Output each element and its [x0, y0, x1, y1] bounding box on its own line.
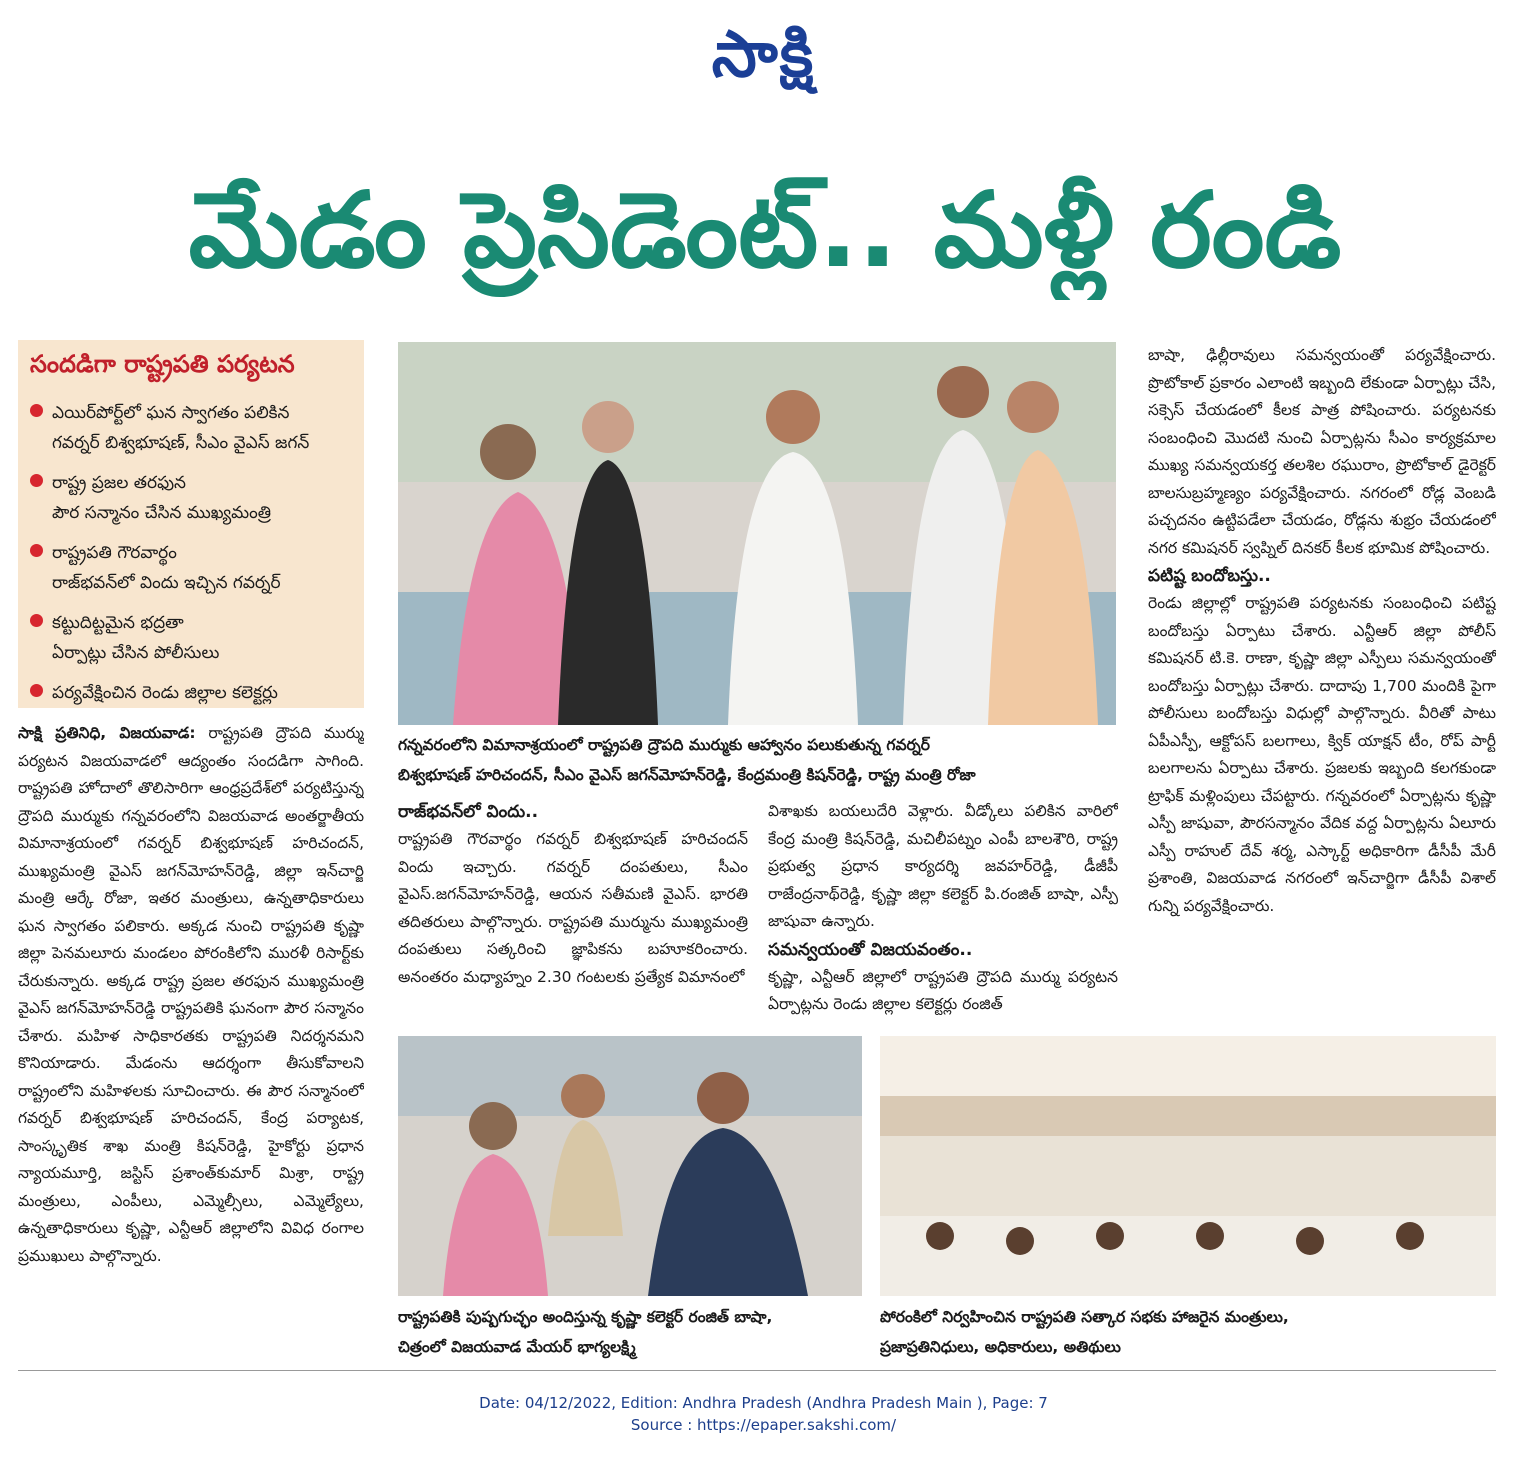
highlights-title: సందడిగా రాష్ట్రపతి పర్యటన — [30, 350, 295, 378]
article-text: విశాఖకు బయలుదేరి వెళ్లారు. వీడ్కోలు పలికిన వారిలో కేంద్ర మంత్రి కిషన్‌రెడ్డి, మచిలీపట్నం ఎంపీ బాలశౌరి, రాష్ట్ర ప్రభుత్వ ప్రధాన కార్యదర్శి జవహర్‌రెడ్డి, డీజీపీ రాజేంద్రనాథ్‌రెడ్డి, కృష్ణా జిల్లా కలెక్టర్ పి.రంజిత్ బాషా, ఎస్పీ జాషువా ఉన్నారు. — [768, 802, 1118, 930]
highlight-item — [30, 608, 352, 668]
main-photo-caption-line: గన్నవరంలోని విమానాశ్రయంలో రాష్ట్రపతి ద్రౌపది ముర్ముకు ఆహ్వానం పలుకుతున్న గవర్నర్ — [398, 736, 930, 754]
highlight-item — [30, 538, 352, 598]
main-photo-image — [398, 342, 1116, 725]
headline: మేడం ప్రెసిడెంట్.. మళ్లీ రండి — [188, 169, 1342, 291]
article-text: కృష్ణా, ఎన్టీఆర్ జిల్లాలో రాష్ట్రపతి ద్రౌపది ముర్ము పర్యటన ఏర్పాట్లను రెండు జిల్లాల కలెక్టర్లు రంజిత్ — [768, 967, 1118, 1013]
collector-photo-image — [398, 1036, 862, 1296]
highlight-item — [30, 678, 352, 708]
footer-date-line: Date: 04/12/2022, Edition: Andhra Pradesh (Andhra Pradesh Main ), Page: 7 — [479, 1394, 1048, 1412]
article-right-column — [1148, 342, 1496, 1026]
highlight-line: పర్యవేక్షించిన రెండు జిల్లాల కలెక్టర్లు — [52, 683, 278, 703]
highlight-line: ఎయిర్‌పోర్ట్‌లో ఘన స్వాగతం పలికిన — [52, 403, 290, 423]
audience-photo-image — [880, 1036, 1496, 1296]
highlight-line: రాష్ట్రపతి గౌరవార్థం — [52, 543, 177, 563]
subhead: సమన్వయంతో విజయవంతం.. — [768, 939, 973, 960]
logo-text: సాక్షి — [711, 18, 816, 92]
highlight-line: కట్టుదిట్టమైన భద్రతా — [52, 613, 184, 633]
collector-photo-caption-line: చిత్రంలో విజయవాడ మేయర్ భాగ్యలక్ష్మి — [398, 1338, 636, 1356]
article-center-column — [768, 798, 1118, 1026]
bullet-icon — [30, 684, 43, 697]
highlight-item — [30, 398, 352, 458]
highlight-line: పౌర సన్మానం చేసిన ముఖ్యమంత్రి — [52, 503, 272, 523]
footer-source-line: Source : https://epaper.sakshi.com/ — [630, 1416, 897, 1434]
article-text: రెండు జిల్లాల్లో రాష్ట్రపతి పర్యటనకు సంబంధించి పటిష్ట బందోబస్తు ఏర్పాటు చేశారు. ఎన్టీఆర్ జిల్లా పోలీస్ కమిషనర్ టి.కె. రాణా, కృష్ణా జిల్లా ఎస్పీలు సమన్వయంతో బందోబస్తు ఏర్పాట్లు చేశారు. దాదాపు 1,700 మందికి పైగా పోలీసులు బందోబస్తు విధుల్లో పాల్గొన్నారు. వీరితో పాటు ఏపీఎస్పీ, ఆక్టోపస్ బలగాలు, క్విక్ యాక్షన్ టీం, రోప్ పార్టీ బలగాలను ఏర్పాటు చేశారు. ప్రజలకు ఇబ్బంది కలగకుండా ట్రాఫిక్ మళ్లింపులు చేపట్టారు. గన్నవరంలో ఏర్పాట్లను కృష్ణా ఎస్పీ జాషువా, పౌరసన్మానం వేదిక వద్ద ఏర్పాట్లను ఏలూరు ఎస్పీ రాహుల్ దేవ్ శర్మ, ఎస్కార్ట్ అధికారిగా డీసీపీ మేరీ ప్రశాంతి, విజయవాడ నగరంలో ఇన్‌చార్జిగా డీసీపీ విశాల్ గున్ని పర్యవేక్షించారు. — [1148, 594, 1496, 915]
highlights-box — [18, 340, 364, 708]
article-text: బాషా, ఢిల్లీరావులు సమన్వయంతో పర్యవేక్షించారు. ప్రొటోకాల్ ప్రకారం ఎలాంటి ఇబ్బంది లేకుండా ఏర్పాట్లు చేసి, సక్సెస్ చేయడంలో కీలక పాత్ర పోషించారు. పర్యటనకు సంబంధించి మొదటి నుంచి ఏర్పాట్లను సీఎం కార్యక్రమాల ముఖ్య సమన్వయకర్త తలశిల రఘురాం, ప్రొటోకాల్ డైరెక్టర్ బాలసుబ్రహ్మణ్యం పర్యవేక్షించారు. నగరంలో రోడ్ల వెంబడి పచ్చదనం ఉట్టిపడేలా చేయడం, రోడ్లను శుభ్రం చేయడంలో నగర కమిషనర్ స్వప్నిల్ దినకర్ కీలక భూమిక పోషించారు. — [1148, 346, 1496, 557]
collector-photo-caption-line: రాష్ట్రపతికి పుష్పగుచ్ఛం అందిస్తున్న కృష్ణా కలెక్టర్ రంజిత్ బాషా, — [398, 1308, 773, 1326]
bullet-icon — [30, 544, 43, 557]
byline: సాక్షి ప్రతినిధి, విజయవాడ: — [18, 724, 196, 742]
subhead: రాజ్‌భవన్‌లో విందు.. — [398, 802, 539, 822]
article-text: రాష్ట్రపతి ద్రౌపది ముర్ము పర్యటన విజయవాడలో ఆద్యంతం సందడిగా సాగింది. రాష్ట్రపతి హోదాలో తొలిసారిగా ఆంధ్రప్రదేశ్‌లో పర్యటిస్తున్న ద్రౌపది ముర్ముకు గన్నవరంలోని విజయవాడ అంతర్జాతీయ విమానాశ్రయంలో గవర్నర్ బిశ్వభూషణ్ హరిచందన్, ముఖ్యమంత్రి వైఎస్ జగన్‌మోహన్‌రెడ్డి, జిల్లా ఇన్‌చార్జి మంత్రి ఆర్కే రోజా, ఇతర మంత్రులు, ఉన్నతాధికారులు ఘన స్వాగతం పలికారు. అక్కడ నుంచి రాష్ట్రపతి కృష్ణా జిల్లా పెనమలూరు మండలం పోరంకిలోని మురళీ రిసార్ట్‌కు చేరుకున్నారు. అక్కడ రాష్ట్ర ప్రజల తరఫున ముఖ్యమంత్రి వైఎస్ జగన్‌మోహన్‌రెడ్డి రాష్ట్రపతికి ఘనంగా పౌర సన్మానం చేశారు. మహిళ సాధికారతకు రాష్ట్రపతి నిదర్శనమని కొనియాడారు. మేడంను ఆదర్శంగా తీసుకోవాలని రాష్ట్రంలోని మహిళలకు సూచించారు. ఈ పౌర సన్మానంలో గవర్నర్ బిశ్వభూషణ్ హరిచందన్, కేంద్ర పర్యాటక, సాంస్కృతిక శాఖ మంత్రి కిషన్‌రెడ్డి, హైకోర్టు ప్రధాన న్యాయమూర్తి, జస్టిస్ ప్రశాంత్‌కుమార్ మిశ్రా, రాష్ట్ర మంత్రులు, ఎంపీలు, ఎమ్మెల్సీలు, ఎమ్మెల్యేలు, ఉన్నతాధికారులు కృష్ణా, ఎన్టీఆర్ జిల్లాలోని వివిధ రంగాల ప్రముఖులు పాల్గొన్నారు. — [18, 724, 364, 1265]
footer-divider — [18, 1370, 1496, 1371]
bullet-icon — [30, 404, 43, 417]
audience-photo-caption-line: పోరంకిలో నిర్వహించిన రాష్ట్రపతి సత్కార సభకు హాజరైన మంత్రులు, — [880, 1308, 1289, 1326]
highlight-line: రాష్ట్ర ప్రజల తరఫున — [52, 473, 186, 493]
subhead: పటిష్ట బందోబస్తు.. — [1148, 566, 1271, 586]
bullet-icon — [30, 614, 43, 627]
audience-photo — [880, 1036, 1496, 1296]
audience-photo-caption-line: ప్రజాప్రతినిధులు, అధికారులు, అతిథులు — [880, 1338, 1121, 1356]
main-photo — [398, 342, 1116, 725]
highlight-line: గవర్నర్ బిశ్వభూషణ్, సీఎం వైఎస్ జగన్ — [52, 433, 310, 453]
highlight-item — [30, 468, 352, 528]
highlight-line: రాజ్‌భవన్‌లో విందు ఇచ్చిన గవర్నర్ — [52, 573, 281, 593]
collector-photo — [398, 1036, 862, 1296]
article-left-column — [18, 720, 364, 1360]
masthead-logo — [0, 18, 1527, 107]
article-text: రాష్ట్రపతి గౌరవార్థం గవర్నర్ బిశ్వభూషణ్ హరిచందన్ విందు ఇచ్చారు. గవర్నర్ దంపతులు, సీఎం వైఎస్.జగన్‌మోహన్‌రెడ్డి, ఆయన సతీమణి వైఎస్. భారతి తదితరులు పాల్గొన్నారు. రాష్ట్రపతి ముర్మును ముఖ్యమంత్రి దంపతులు సత్కరించి జ్ఞాపికను బహూకరించారు. అనంతరం మధ్యాహ్నం 2.30 గంటలకు ప్రత్యేక విమానంలో — [398, 830, 748, 986]
highlight-line: ఏర్పాట్లు చేసిన పోలీసులు — [52, 643, 220, 663]
main-photo-caption-line: బిశ్వభూషణ్ హరిచందన్, సీఎం వైఎస్ జగన్‌మోహన్‌రెడ్డి, కేంద్రమంత్రి కిషన్‌రెడ్డి, రాష్ట్ర మంత్రి రోజా — [398, 766, 976, 784]
article-middle-column — [398, 798, 748, 1026]
bullet-icon — [30, 474, 43, 487]
